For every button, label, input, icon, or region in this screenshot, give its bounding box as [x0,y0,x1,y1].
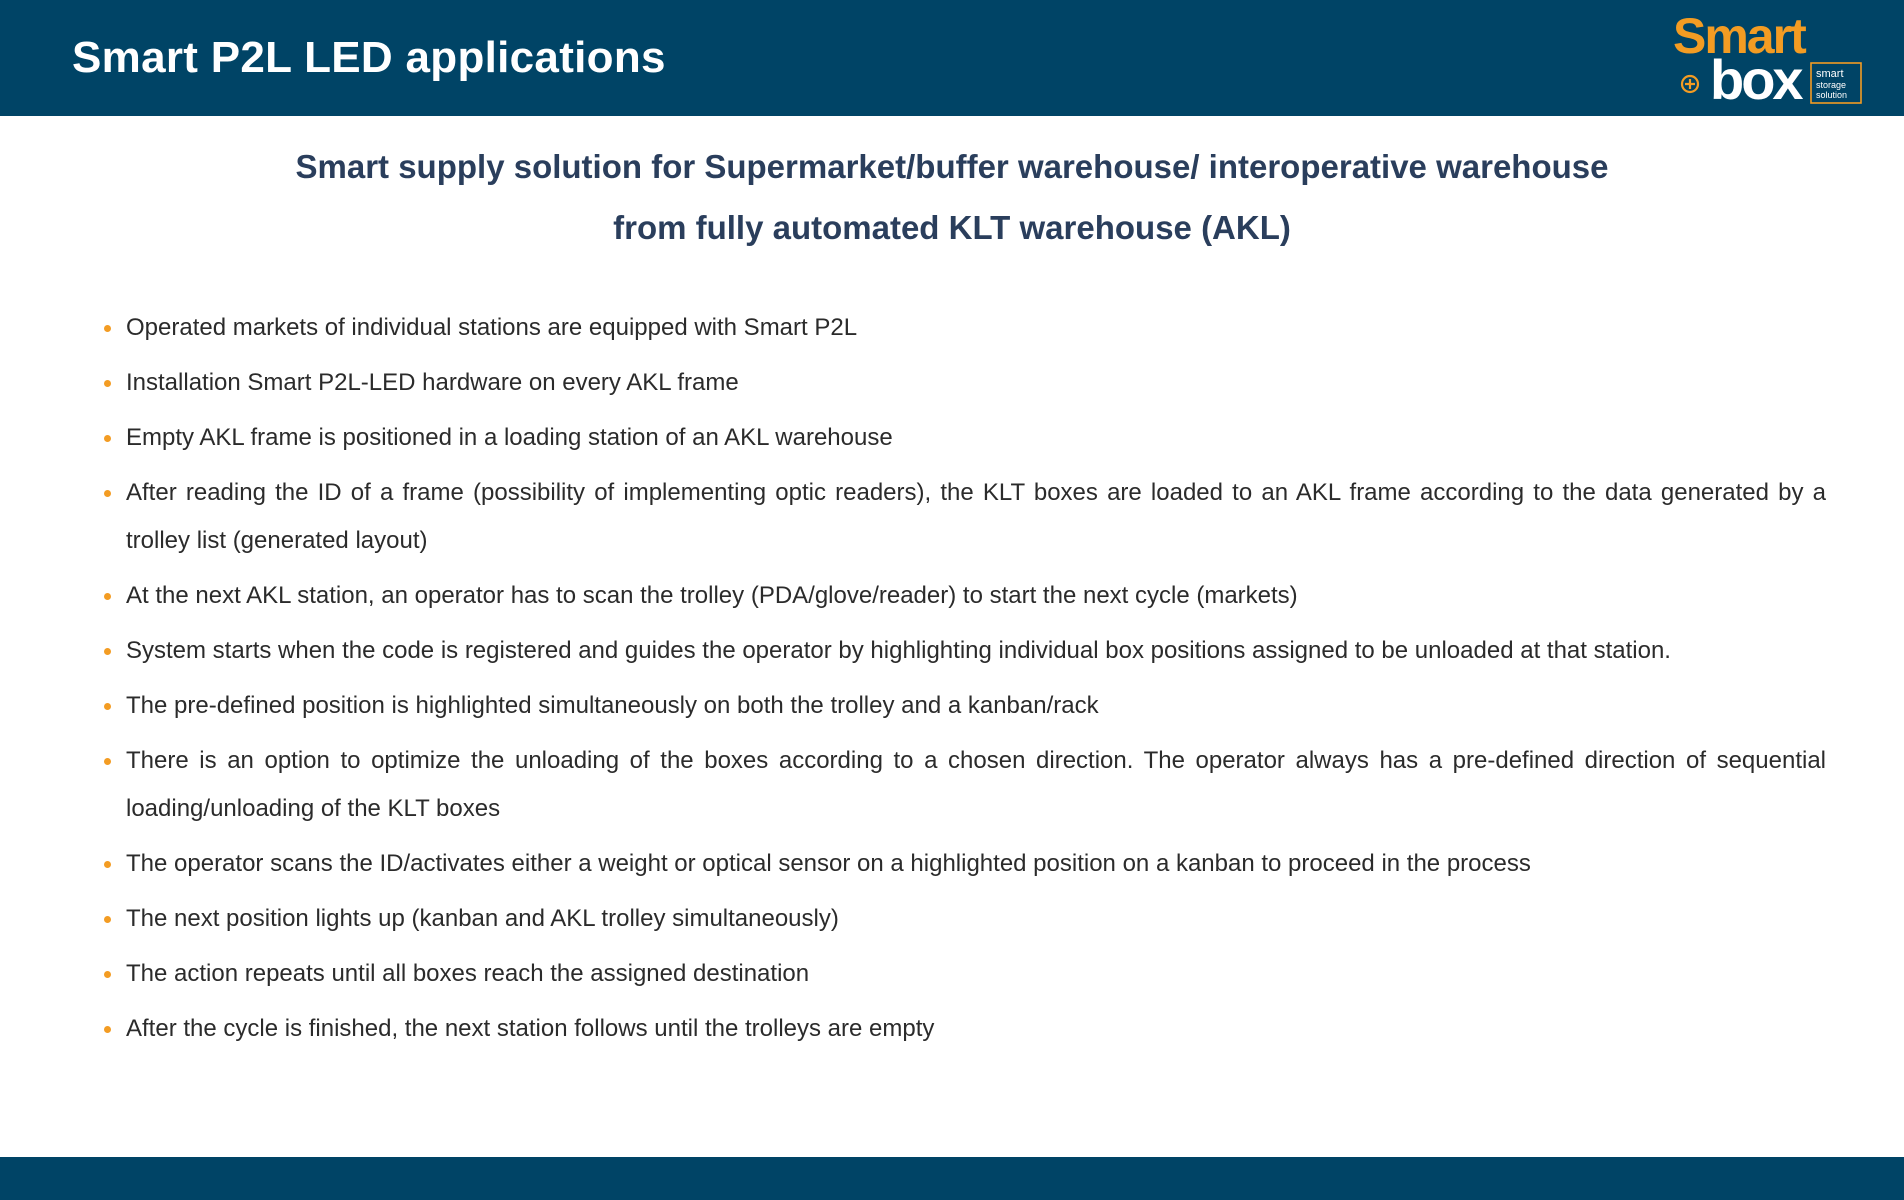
smartbox-logo [1670,6,1884,106]
slide-subtitle [0,136,1904,258]
bullet-item: At the next AKL station, an operator has to scan the trolley (PDA/glove/reader) to start the next cycle (markets) [96,572,1826,620]
bullet-item: The operator scans the ID/activates either a weight or optical sensor on a highlighted position on a kanban to proceed in the process [96,840,1826,888]
bullet-item: After reading the ID of a frame (possibility of implementing optic readers), the KLT boxes are loaded to an AKL frame according to the data generated by a trolley list (generated layout) [96,469,1826,565]
bullet-item: The next position lights up (kanban and AKL trolley simultaneously) [96,895,1826,943]
header-bar [0,0,1904,116]
logo-tagline-2: storage [1816,80,1847,90]
bullet-item: The pre-defined position is highlighted simultaneously on both the trolley and a kanban/rack [96,682,1826,730]
bullet-item: There is an option to optimize the unloading of the boxes according to a chosen direction. The operator always has a pre-defined direction of sequential loading/unloading of the KLT boxes [96,737,1826,833]
footer-bar [0,1157,1904,1200]
logo-tagline-3: solution [1816,90,1848,100]
bullet-item: Installation Smart P2L-LED hardware on every AKL frame [96,359,1826,407]
bullet-item: After the cycle is finished, the next station follows until the trolleys are empty [96,1005,1826,1053]
bullet-item: The action repeats until all boxes reach the assigned destination [96,950,1826,998]
logo-word-box: box [1710,48,1801,106]
logo-tagline-1: smart [1816,68,1844,80]
bullet-item: Operated markets of individual stations are equipped with Smart P2L [96,304,1826,352]
subtitle-line-1: Smart supply solution for Supermarket/buffer warehouse/ interoperative warehouse [295,148,1609,185]
logo-word-smart: Smart [1673,8,1805,64]
bullet-item: Empty AKL frame is positioned in a loading station of an AKL warehouse [96,414,1826,462]
bullet-list [96,304,1826,1060]
page-title: Smart P2L LED applications [72,33,666,82]
bullet-item: System starts when the code is registered and guides the operator by highlighting individual box positions assigned to be unloaded at that station. [96,627,1826,675]
subtitle-line-2: from fully automated KLT warehouse (AKL) [613,209,1291,246]
